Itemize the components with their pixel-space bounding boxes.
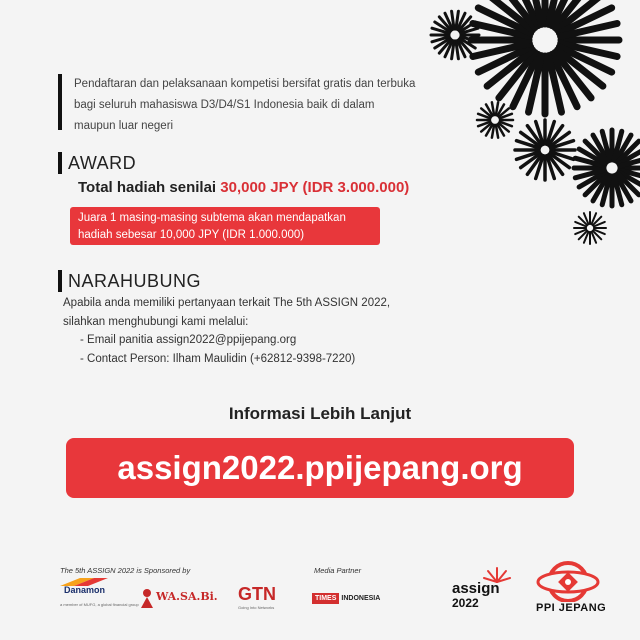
firework-ray — [555, 0, 591, 28]
award-detail-line2: hadiah sebesar 10,000 JPY (IDR 1.000.000) — [78, 229, 305, 241]
sponsor-label: The 5th ASSIGN 2022 is Sponsored by — [60, 566, 191, 575]
firework-ray — [496, 125, 498, 138]
firework-ray — [549, 56, 562, 113]
intro-block — [58, 74, 418, 137]
firework-ray — [432, 28, 449, 33]
firework-ray — [550, 154, 569, 168]
indonesia-word: INDONESIA — [341, 594, 381, 602]
contact-list — [80, 331, 355, 369]
firework-ray — [547, 122, 554, 145]
firework-ray — [552, 0, 577, 26]
ppi-jepang-logo — [528, 560, 608, 616]
firework-ray — [602, 176, 610, 205]
total-prefix: Total hadiah senilai — [78, 179, 221, 196]
firework-ray — [499, 108, 509, 116]
firework-ray — [527, 155, 541, 174]
firework-ray — [584, 213, 589, 224]
firework-ray — [492, 102, 494, 115]
firework-ray — [575, 170, 604, 178]
firework-ray — [616, 135, 631, 161]
assign-year: 2022 — [452, 596, 479, 610]
firework-ray — [461, 28, 478, 33]
firework-burst-3 — [515, 120, 575, 180]
firework-ray — [459, 17, 471, 31]
firework-ray — [555, 53, 591, 98]
danamon-tagline: a member of MUFG, a global financial group — [60, 602, 139, 607]
firework-ray — [496, 102, 498, 115]
media-partner-label: Media Partner — [314, 566, 362, 575]
firework-ray — [498, 104, 505, 115]
firework-ray — [558, 50, 603, 86]
firework-ray — [579, 231, 588, 240]
firework-ray — [585, 141, 606, 162]
firework-ray — [445, 13, 453, 29]
firework-ray — [435, 38, 450, 48]
firework-ray — [456, 41, 459, 59]
firework-ray — [460, 38, 475, 48]
firework-ray — [602, 131, 610, 160]
ppi-emblem-icon — [536, 560, 600, 602]
wasabi-figure-icon — [140, 588, 154, 608]
firework-ray — [486, 124, 493, 135]
firework-ray — [618, 141, 639, 162]
firework-ray — [445, 41, 453, 57]
assign-word: assign — [452, 580, 500, 597]
award-title: AWARD — [68, 152, 137, 173]
firework-ray — [579, 149, 605, 164]
firework-ray — [549, 126, 563, 145]
firework-ray — [536, 122, 543, 145]
intro-bar — [58, 74, 62, 130]
firework-ray — [459, 40, 471, 54]
firework-ray — [500, 122, 512, 127]
website-link[interactable] — [66, 438, 574, 498]
firework-burst-4 — [477, 102, 513, 137]
firework-ray — [478, 122, 490, 127]
firework-ray — [620, 158, 640, 166]
firework-ray — [452, 41, 455, 59]
contact-heading — [58, 270, 201, 292]
firework-ray — [619, 172, 640, 187]
ppi-jepang-text: PPI JEPANG — [536, 602, 607, 614]
firework-ray — [593, 135, 608, 161]
wasabi-logo — [140, 586, 230, 614]
firework-ray — [460, 22, 475, 32]
firework-ray — [461, 37, 478, 42]
firework-ray — [575, 158, 604, 166]
gtn-name: GTN — [238, 584, 276, 604]
firework-ray — [559, 8, 611, 33]
firework-ray — [561, 44, 618, 57]
firework-ray — [592, 213, 597, 224]
contact-email: - Email panitia assign2022@ppijepang.org — [80, 331, 355, 350]
firework-ray — [547, 156, 554, 179]
total-amount: 30,000 JPY (IDR 3.000.000) — [220, 179, 410, 196]
firework-ray — [549, 155, 563, 174]
firework-ray — [439, 17, 451, 31]
wasabi-name: WA.SA.Bi. — [156, 590, 218, 603]
firework-burst-0 — [471, 0, 619, 114]
firework-ray — [521, 132, 540, 146]
firework-ray — [435, 22, 450, 32]
firework-ray — [620, 170, 640, 178]
firework-ray — [529, 56, 542, 113]
award-bar — [58, 152, 62, 174]
firework-ray — [550, 132, 569, 146]
assign-logo — [446, 566, 518, 612]
firework-ray — [593, 231, 602, 240]
firework-ray — [478, 114, 490, 119]
firework-ray — [594, 222, 605, 227]
firework-burst-5 — [574, 212, 606, 244]
contact-person: - Contact Person: Ilham Maulidin (+62812-9398-7220) — [80, 350, 355, 369]
firework-ray — [618, 174, 639, 195]
firework-ray — [579, 217, 588, 226]
firework-ray — [458, 41, 466, 57]
firework-ray — [499, 123, 509, 131]
firework-ray — [452, 11, 455, 29]
firework-ray — [481, 108, 491, 116]
firework-ray — [593, 217, 602, 226]
firework-burst-2 — [574, 130, 640, 206]
firework-ray — [575, 222, 586, 227]
firework-ray — [439, 40, 451, 54]
info-title: Informasi Lebih Lanjut — [228, 404, 412, 423]
firework-ray — [592, 232, 597, 243]
firework-ray — [487, 50, 532, 86]
firework-ray — [529, 0, 542, 24]
firework-ray — [486, 104, 493, 115]
website-url: assign2022.ppijepang.org — [117, 449, 523, 486]
firework-ray — [593, 175, 608, 201]
firework-ray — [492, 125, 494, 138]
total-prize — [78, 179, 409, 196]
firework-ray — [478, 8, 530, 33]
danamon-name: Danamon — [64, 585, 106, 595]
firework-ray — [585, 174, 606, 195]
gtn-subtitle: Going Into Networks — [238, 605, 275, 610]
times-indonesia-logo — [312, 588, 392, 608]
gtn-logo — [238, 584, 282, 616]
firework-ray — [487, 0, 532, 30]
firework-ray — [513, 0, 538, 26]
firework-ray — [521, 154, 540, 168]
danamon-logo — [60, 578, 139, 614]
firework-ray — [473, 44, 530, 57]
firework-ray — [499, 53, 535, 98]
firework-ray — [616, 175, 631, 201]
firework-ray — [456, 11, 459, 29]
firework-ray — [551, 141, 574, 148]
firework-ray — [473, 24, 530, 37]
firework-ray — [614, 131, 622, 160]
firework-ray — [499, 0, 535, 28]
firework-ray — [561, 24, 618, 37]
firework-ray — [614, 176, 622, 205]
firework-ray — [478, 47, 530, 72]
award-detail-line1: Juara 1 masing-masing subtema akan mendapatkan — [78, 212, 346, 224]
firework-ray — [498, 124, 505, 135]
firework-ray — [517, 141, 540, 148]
firework-ray — [549, 0, 562, 24]
firework-ray — [584, 232, 589, 243]
firework-ray — [513, 54, 538, 106]
firework-ray — [558, 0, 603, 30]
firework-ray — [527, 126, 541, 145]
firework-burst-1 — [431, 11, 479, 59]
firework-ray — [559, 47, 611, 72]
intro-text: Pendaftaran dan pelaksanaan kompetisi bersifat gratis dan terbuka bagi seluruh mahasiswa D3/D4/S1 Indonesia baik di dalam maupun luar negeri — [74, 78, 416, 132]
contact-text: Apabila anda memiliki pertanyaan terkait The 5th ASSIGN 2022, silahkan menghubungi kami melalui: — [63, 297, 391, 328]
firework-ray — [575, 230, 586, 235]
firework-ray — [536, 156, 543, 179]
firework-ray — [517, 152, 540, 159]
firework-ray — [619, 149, 640, 164]
award-detail-box — [70, 207, 380, 245]
contact-title: NARAHUBUNG — [68, 270, 202, 291]
firework-ray — [458, 13, 466, 29]
firework-ray — [500, 114, 512, 119]
firework-ray — [579, 172, 605, 187]
award-heading — [58, 152, 136, 174]
firework-ray — [552, 54, 577, 106]
firework-ray — [551, 152, 574, 159]
firework-ray — [432, 37, 449, 42]
contact-bar — [58, 270, 62, 292]
firework-ray — [481, 123, 491, 131]
times-word: TIMES — [312, 593, 339, 604]
firework-ray — [594, 230, 605, 235]
